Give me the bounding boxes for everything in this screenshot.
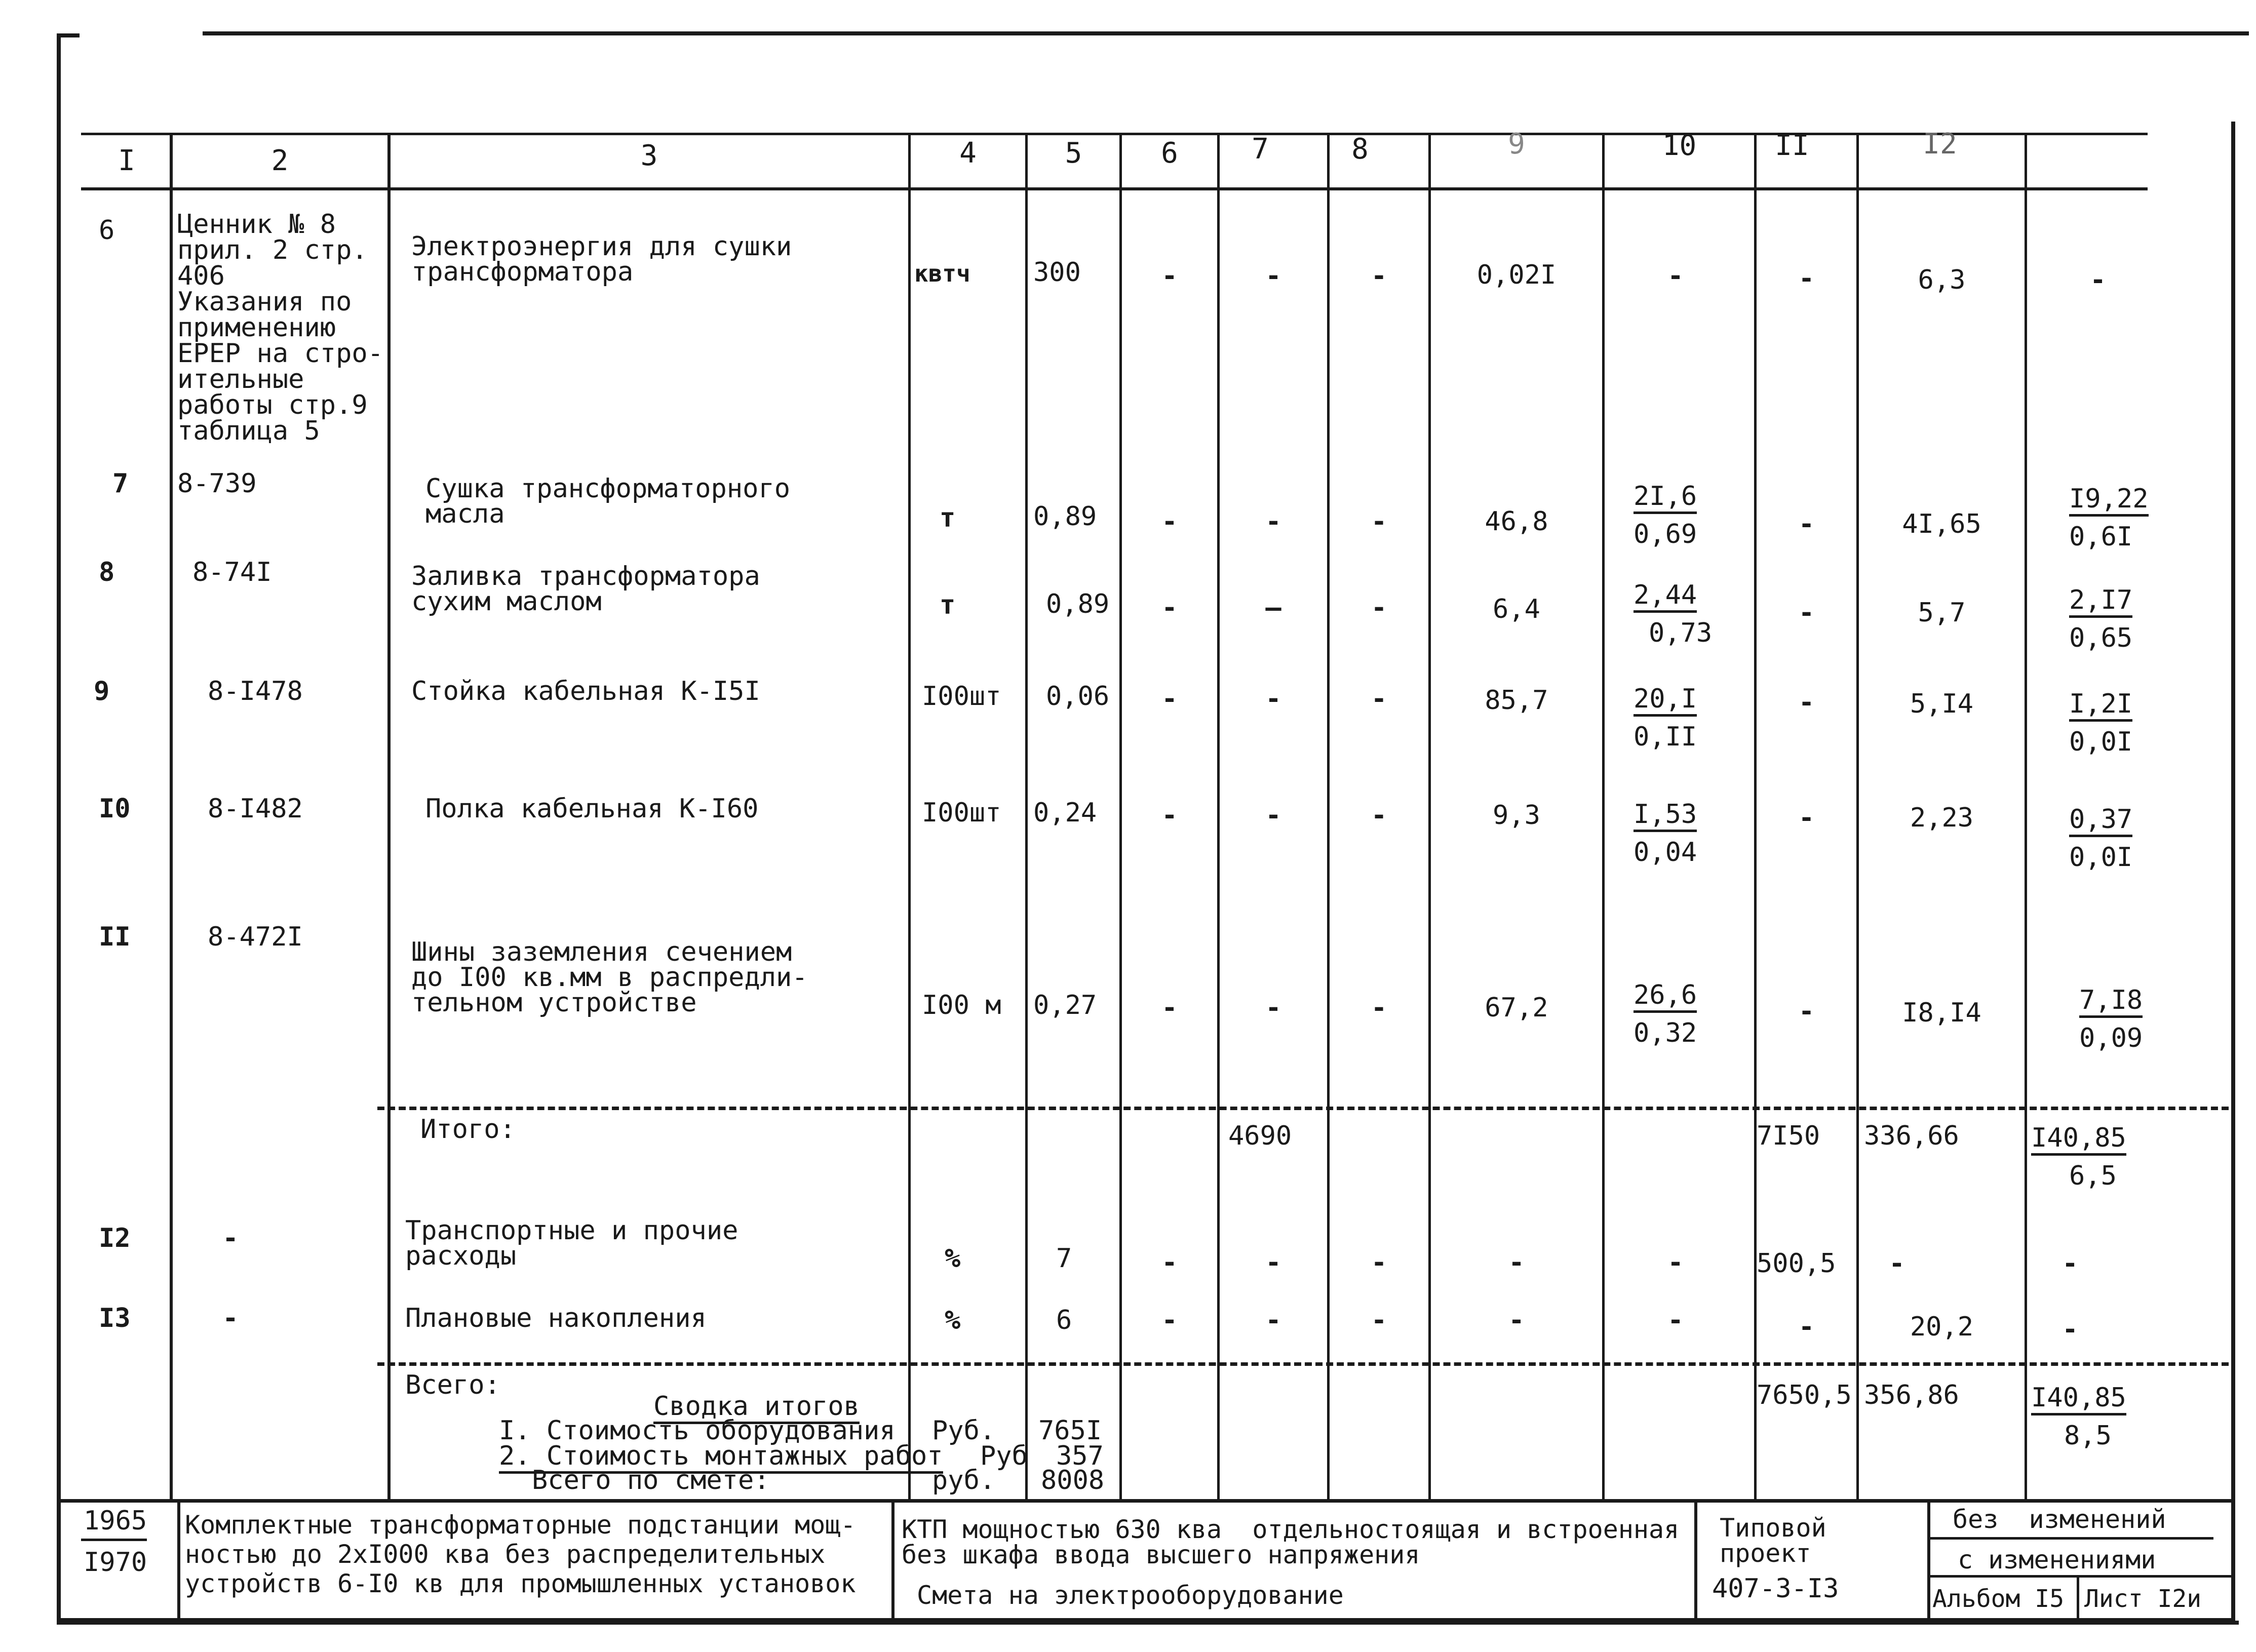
cell-13-bottom: 0,65 <box>2069 623 2133 653</box>
cell-11: - <box>1798 803 1815 833</box>
unit: I00шт <box>922 681 1001 712</box>
bottom-border <box>57 1618 2235 1622</box>
cell-8: - <box>1371 261 1387 291</box>
quantity: 0,06 <box>1046 681 1110 712</box>
cell-9: - <box>1508 1247 1525 1278</box>
cell-7: - <box>1265 684 1281 714</box>
itogo-col13-top <box>2031 1125 2126 1151</box>
cell-12: 2,23 <box>1910 803 1974 833</box>
row-number: 9 <box>94 676 110 706</box>
col-line <box>1025 133 1028 1500</box>
stamp-top-line <box>57 1499 2235 1503</box>
cell-9: - <box>1508 1305 1525 1335</box>
quantity: 0,89 <box>1046 589 1110 619</box>
cell-13-bottom: 0,6I <box>2069 522 2133 552</box>
cell-9: 6,4 <box>1493 594 1540 624</box>
year-start: 1965 <box>84 1506 147 1536</box>
itogo-col13-bottom: 6,5 <box>2069 1161 2117 1191</box>
vsego-col13-bottom: 8,5 <box>2064 1421 2112 1451</box>
col-header-7: 7 <box>1252 133 1269 166</box>
cell-13-bottom: 0,0I <box>2069 842 2133 873</box>
cell-6: - <box>1161 506 1178 537</box>
item-name: Шины заземления сечением до I00 кв.мм в распредли- тельном устройстве <box>411 937 808 1018</box>
cell-12: - <box>1889 1248 1905 1279</box>
stamp-line <box>1694 1499 1697 1621</box>
itogo-col12: 336,66 <box>1864 1121 1959 1151</box>
cell-9: 67,2 <box>1485 993 1548 1023</box>
project-number: 407-3-I3 <box>1712 1574 1839 1604</box>
col-header-10: 10 <box>1662 129 1697 162</box>
cell-12: I8,I4 <box>1902 998 1981 1028</box>
cell-10-top <box>1633 686 1697 712</box>
cell-13-top-value: I,2I <box>2069 689 2132 722</box>
item-name: Полка кабельная К-I60 <box>425 794 759 824</box>
summary-title-text: Сводка итогов <box>653 1391 860 1424</box>
summary-installation-text: 2. Стоимость монтажных работ <box>499 1441 943 1474</box>
stamp-line <box>177 1499 180 1621</box>
price-ref: 8-I478 <box>208 676 303 706</box>
itogo-label: Итого: <box>420 1114 516 1145</box>
cell-6: - <box>1161 800 1178 831</box>
item-name: Плановые накопления <box>405 1303 707 1333</box>
col-header-9: 9 <box>1508 128 1525 161</box>
vsego-label: Всего: <box>405 1370 500 1400</box>
col-header-5: 5 <box>1065 137 1082 170</box>
stamp-line <box>2077 1576 2079 1619</box>
cell-13-top <box>2069 486 2149 512</box>
quantity: 0,27 <box>1033 990 1097 1020</box>
cell-13-top <box>2069 691 2132 717</box>
price-ref: 8-74I <box>192 557 272 587</box>
vsego-col13-top-value: I40,85 <box>2031 1383 2126 1415</box>
cell-10: - <box>1667 1305 1684 1335</box>
cell-7: — <box>1265 593 1281 623</box>
cell-13: - <box>2062 1314 2078 1345</box>
itogo-col11: 7I50 <box>1757 1121 1820 1151</box>
cell-13-top <box>2079 985 2143 1015</box>
summary-installation-value: 357 <box>1056 1441 1104 1471</box>
cell-9: 0,02I <box>1476 260 1557 290</box>
row-number: II <box>99 922 131 952</box>
row-number: 8 <box>99 557 115 587</box>
cell-6: - <box>1161 261 1178 291</box>
cell-10-bottom: 0,73 <box>1649 618 1713 648</box>
col-line <box>908 133 911 1500</box>
cell-10-top <box>1633 481 1697 512</box>
cell-10-top <box>1633 799 1697 830</box>
cell-8: - <box>1371 593 1387 623</box>
status-changed: с изменениями <box>1958 1545 2156 1575</box>
row-number: I0 <box>99 794 131 824</box>
stamp-line <box>1927 1499 1930 1621</box>
cell-10: - <box>1667 1247 1684 1278</box>
summary-equipment-label: I. Стоимость оборудования <box>499 1415 896 1446</box>
cell-9: 46,8 <box>1485 506 1548 537</box>
quantity: 6 <box>1056 1305 1072 1335</box>
quantity: 300 <box>1033 257 1081 288</box>
stamp-line <box>1930 1575 2234 1578</box>
cell-10-top-value: 2,44 <box>1633 580 1697 613</box>
cell-8: - <box>1371 1247 1387 1278</box>
item-name: Сушка трансформаторного масла <box>425 474 791 529</box>
unit: т <box>940 503 956 533</box>
cell-13-top-value: I9,22 <box>2069 484 2149 517</box>
cell-12: 6,3 <box>1918 265 1966 295</box>
itogo-col13-top-value: I40,85 <box>2031 1123 2126 1156</box>
unit: % <box>945 1305 961 1335</box>
summary-total-unit: руб. <box>932 1465 996 1496</box>
cell-10-bottom: 0,04 <box>1633 837 1697 868</box>
cell-7: - <box>1265 261 1281 291</box>
col-line <box>387 133 391 1500</box>
cell-12: 5,I4 <box>1910 689 1974 719</box>
cell-13-top-value: 0,37 <box>2069 804 2132 837</box>
cell-7: - <box>1265 1247 1281 1278</box>
cell-12: 20,2 <box>1910 1312 1974 1342</box>
cell-11: - <box>1798 598 1815 628</box>
vsego-separator <box>377 1362 2229 1366</box>
cell-11: - <box>1798 996 1815 1027</box>
cell-7: - <box>1265 1305 1281 1335</box>
stamp-line <box>1930 1537 2213 1540</box>
unit: % <box>945 1243 961 1274</box>
cell-11: - <box>1798 263 1815 294</box>
col-header-12: I2 <box>1923 128 1957 161</box>
row-number: I3 <box>99 1303 131 1333</box>
quantity: 0,89 <box>1033 501 1097 532</box>
row-number: 6 <box>99 215 115 246</box>
cell-6: - <box>1161 684 1178 714</box>
cell-12: 5,7 <box>1918 598 1966 628</box>
price-ref: - <box>222 1223 239 1253</box>
cell-8: - <box>1371 1305 1387 1335</box>
summary-total-value: 8008 <box>1041 1465 1105 1496</box>
cell-13-top-value: 7,I8 <box>2079 985 2143 1018</box>
cell-13-top <box>2069 587 2132 613</box>
cell-8: - <box>1371 684 1387 714</box>
cell-11: - <box>1798 687 1815 718</box>
cell-13-bottom: 0,09 <box>2079 1023 2143 1053</box>
col-header-11: II <box>1775 129 1809 162</box>
unit: I00шт <box>922 798 1001 828</box>
col-header-4: 4 <box>959 137 977 170</box>
cell-9: 9,3 <box>1493 800 1540 831</box>
object-description: КТП мощностью 630 ква отдельностоящая и встроенная без шкафа ввода высшего напряжения <box>902 1515 1680 1569</box>
cell-8: - <box>1371 506 1387 537</box>
cell-7: - <box>1265 800 1281 831</box>
summary-total-label: Всего по смете: <box>532 1465 770 1496</box>
col-line <box>2025 133 2027 1500</box>
project-description: Комплектные трансформаторные подстанции мощ- ностью до 2хI000 ква без распределительных устройств 6-I0 кв для промышленных установок <box>185 1510 856 1598</box>
document-title: Смета на электрооборудование <box>917 1581 1344 1610</box>
vsego-col12: 356,86 <box>1864 1380 1959 1410</box>
top-border <box>203 31 2249 35</box>
cell-11: - <box>1798 1312 1815 1342</box>
top-border <box>57 33 80 37</box>
unit: I00 м <box>922 990 1001 1020</box>
col-line <box>1602 133 1605 1500</box>
price-ref: 8-472I <box>208 922 303 952</box>
row-number: I2 <box>99 1223 131 1253</box>
cell-8: - <box>1371 800 1387 831</box>
cell-10-top <box>1633 582 1697 608</box>
cell-11: 500,5 <box>1757 1248 1836 1279</box>
summary-equipment-value: 765I <box>1038 1415 1102 1446</box>
cell-10-bottom: 0,32 <box>1633 1018 1697 1048</box>
cell-10: - <box>1667 261 1684 291</box>
price-ref: 8-739 <box>177 468 257 499</box>
cell-12: 4I,65 <box>1902 509 1981 539</box>
unit: т <box>940 590 956 620</box>
right-border <box>2231 122 2235 1621</box>
col-header-6: 6 <box>1161 137 1178 170</box>
price-ref: - <box>222 1303 239 1333</box>
col-header-8: 8 <box>1351 133 1369 166</box>
cell-13-top <box>2069 804 2133 835</box>
cell-8: - <box>1371 993 1387 1023</box>
cell-13-bottom: 0,0I <box>2069 727 2133 757</box>
col-header-1: I <box>118 144 135 177</box>
header-top-line <box>81 133 2148 135</box>
summary-installation-unit: Руб <box>980 1441 1028 1471</box>
cell-10-top-value: 26,6 <box>1633 980 1697 1013</box>
cell-10-top-value: 2I,6 <box>1633 481 1697 514</box>
cell-10-top <box>1633 982 1697 1008</box>
year-end: I970 <box>84 1547 147 1578</box>
row-number: 7 <box>112 468 129 499</box>
price-ref: 8-I482 <box>208 794 303 824</box>
vsego-col11: 7650,5 <box>1757 1380 1852 1410</box>
itogo-separator <box>377 1107 2229 1110</box>
typical-project-label: Типовой проект <box>1720 1513 1826 1568</box>
col-header-2: 2 <box>271 144 289 177</box>
quantity: 7 <box>1056 1243 1072 1274</box>
item-name: Стойка кабельная К-I5I <box>411 676 760 706</box>
cell-9: 85,7 <box>1485 685 1548 716</box>
cell-7: - <box>1265 506 1281 537</box>
unit: квтч <box>914 260 970 287</box>
item-name: Транспортные и прочие расходы <box>405 1215 738 1271</box>
cell-7: - <box>1265 993 1281 1023</box>
cell-6: - <box>1161 1305 1178 1335</box>
cell-13: - <box>2090 265 2106 295</box>
quantity: 0,24 <box>1033 798 1097 828</box>
status-unchanged: без изменений <box>1953 1505 2166 1534</box>
cell-6: - <box>1161 993 1178 1023</box>
cell-11: - <box>1798 509 1815 539</box>
cell-10-bottom: 0,II <box>1633 722 1697 752</box>
cell-10-top-value: 20,I <box>1633 684 1697 717</box>
itogo-col7: 4690 <box>1228 1121 1292 1151</box>
header-bottom-line <box>81 187 2148 190</box>
stamp-line <box>81 1539 147 1541</box>
cell-6: - <box>1161 593 1178 623</box>
cell-6: - <box>1161 1247 1178 1278</box>
cell-13: - <box>2062 1248 2078 1279</box>
vsego-col13-top <box>2031 1383 2126 1413</box>
album-number: Альбом I5 <box>1932 1585 2065 1613</box>
price-ref: Ценник № 8 прил. 2 стр. 406 Указания по применению ЕРЕР на стро- ительные работы стр.9 таблица 5 <box>177 209 383 446</box>
sheet-number: Лист I2и <box>2084 1585 2202 1613</box>
cell-10-bottom: 0,69 <box>1633 519 1697 549</box>
item-name: Электроэнергия для сушки трансформатора <box>411 231 792 287</box>
summary-equipment-unit: Руб. <box>932 1415 996 1446</box>
cell-13-top-value: 2,I7 <box>2069 585 2132 618</box>
stamp-line <box>891 1499 894 1621</box>
item-name: Заливка трансформатора сухим маслом <box>411 561 760 617</box>
cell-10-top-value: I,53 <box>1633 799 1697 832</box>
col-header-3: 3 <box>640 139 658 172</box>
col-line <box>170 133 173 1500</box>
